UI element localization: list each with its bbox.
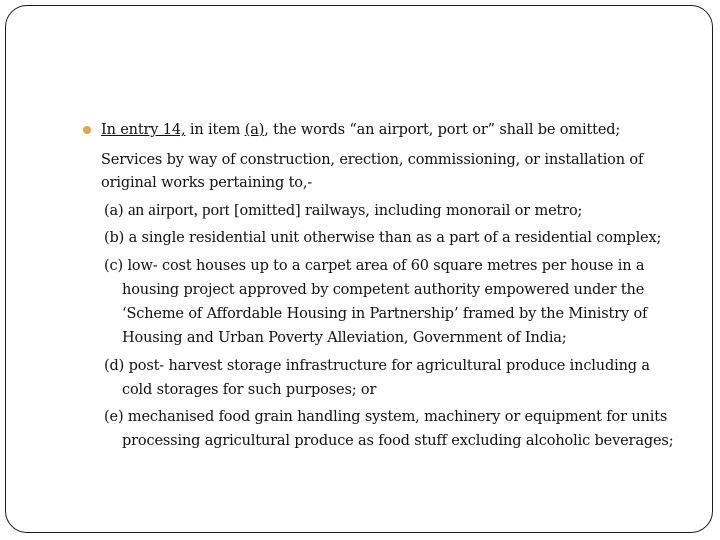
clause-e-line-2: processing agricultural produce as food stuff excluding alcoholic beverages; [122,433,674,449]
clause-c-line-4: Housing and Urban Poverty Alleviation, Government of India; [122,330,567,346]
clause-a [104,201,582,220]
amendment-line [101,121,620,139]
item-ref: (a) [244,122,265,138]
amendment-text: , the words “an airport, port or” shall be omitted; [264,122,621,138]
clause-e-line-1: (e) mechanised food grain handling system, machinery or equipment for units [104,409,668,425]
bullet-dot-icon [83,126,91,134]
clause-d-line-1: (d) post- harvest storage infrastructure for agricultural produce including a [104,358,650,374]
clause-c-line-2: housing project approved by competent authority empowered under the [122,282,645,298]
services-intro-line-2: original works pertaining to,- [101,175,313,191]
entry-ref: In entry 14, [101,122,186,138]
services-intro-line-1: Services by way of construction, erection, commissioning, or installation of [101,152,644,168]
item-prefix: in item [189,122,241,138]
clause-c-line-3: ‘Scheme of Affordable Housing in Partnership’ framed by the Ministry of [122,306,648,322]
clause-a-text: [omitted] railways, including monorail or metro; [233,203,583,219]
clause-c-line-1: (c) low- cost houses up to a carpet area of 60 square metres per house in a [104,258,645,274]
clause-d-line-2: cold storages for such purposes; or [122,382,377,398]
clause-a-emphasis: an airport, port [127,200,230,219]
clause-a-label: (a) [104,203,124,219]
clause-b: (b) a single residential unit otherwise than as a part of a residential complex; [104,230,662,246]
